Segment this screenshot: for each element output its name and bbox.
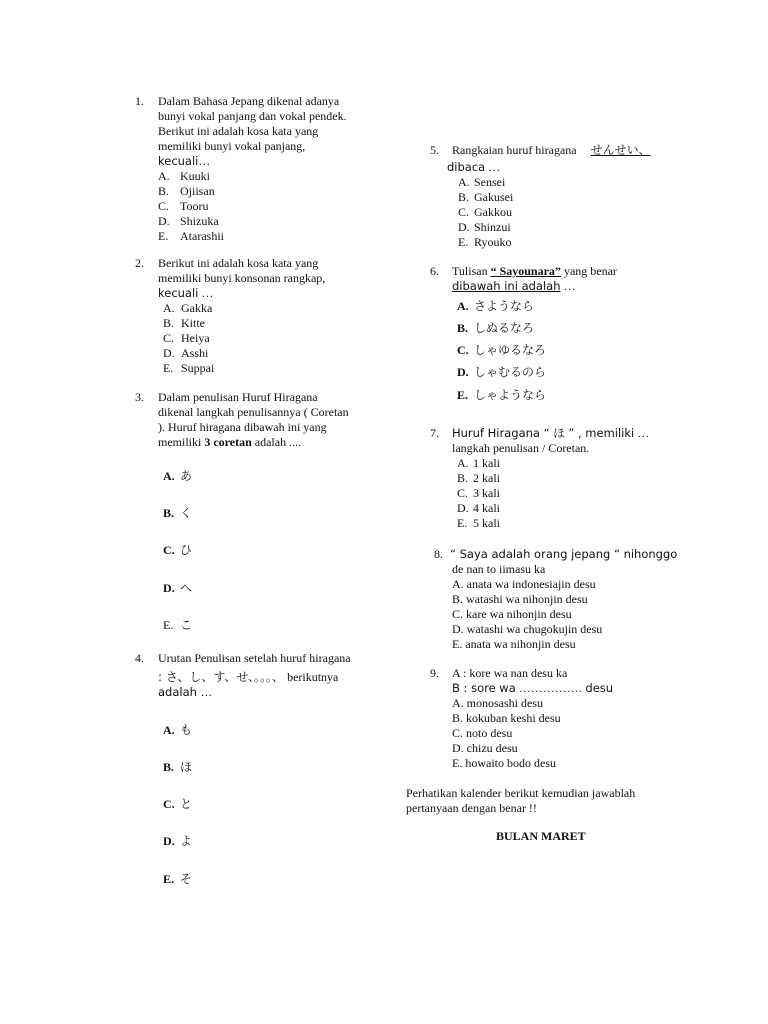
answer-option[interactable]: D. chizu desu (452, 741, 518, 755)
answer-option[interactable]: E. こ (163, 618, 193, 632)
answer-option[interactable]: A. 1 kali (457, 456, 500, 470)
question-2 (135, 256, 375, 376)
question-number: 3. (135, 390, 144, 404)
answer-option[interactable]: D. Shizuka (158, 214, 219, 228)
question-number: 8. (434, 547, 443, 561)
question-stem-line: Tulisan “ Sayounara” yang benar (452, 264, 617, 278)
answer-option[interactable]: C. Tooru (158, 199, 209, 213)
answer-option[interactable]: B. く (163, 506, 193, 520)
answer-option[interactable]: D. Shinzui (458, 220, 511, 234)
answer-option[interactable]: E. Suppai (163, 361, 215, 375)
answer-option[interactable]: B. 2 kali (457, 471, 500, 485)
question-number: 2. (135, 256, 144, 270)
answer-option[interactable]: B. Kitte (163, 316, 205, 330)
question-stem-line: Rangkaian huruf hiragana せんせい、 (452, 143, 651, 157)
question-number: 6. (430, 264, 439, 278)
question-number: 5. (430, 143, 439, 157)
answer-option[interactable]: D. しゃむるのら (457, 365, 547, 379)
question-stem-line: memiliki bunyi konsonan rangkap, (158, 271, 326, 285)
question-stem-line: ). Huruf hiragana dibawah ini yang (158, 420, 327, 434)
answer-option[interactable]: A. anata wa indonesiajin desu (452, 577, 596, 591)
question-4 (135, 651, 375, 700)
ellipsis: … (198, 286, 214, 300)
answer-option[interactable]: B. Ojiisan (158, 184, 215, 198)
answer-option[interactable]: E. しゃようなら (457, 388, 547, 402)
question-stem-line: memiliki 3 coretan adalah .... (158, 435, 302, 449)
answer-option[interactable]: A. Kuuki (158, 169, 210, 183)
answer-option[interactable]: B. しぬるなろ (457, 321, 535, 335)
question-stem-line: “ Saya adalah orang jepang “ nihonggo (450, 547, 678, 561)
answer-option[interactable]: D. Asshi (163, 346, 209, 360)
answer-option[interactable]: C. ひ (163, 543, 193, 557)
question-1 (135, 94, 375, 244)
question-8 (434, 547, 678, 652)
answer-option[interactable]: A. monosashi desu (452, 696, 543, 710)
calendar-heading: BULAN MARET (496, 829, 586, 843)
kecuali-word: kecuali (158, 154, 199, 168)
answer-option[interactable]: C. Heiya (163, 331, 210, 345)
question-6 (430, 264, 660, 294)
question-stem-line: dibawah ini adalah … (452, 279, 576, 293)
answer-option[interactable]: E. Ryouko (458, 235, 512, 249)
question-number: 9. (430, 666, 439, 680)
question-stem-line: Huruf Hiragana “ ほ ” , memiliki … (452, 426, 650, 440)
answer-option[interactable]: D. へ (163, 581, 193, 595)
question-stem-line: adalah … (158, 685, 213, 699)
answer-option[interactable]: C. 3 kali (457, 486, 500, 500)
ellipsis: … (198, 154, 211, 168)
answer-option[interactable]: C. noto desu (452, 726, 513, 740)
answer-option[interactable]: C. しゃゆるなろ (457, 343, 547, 357)
question-number: 1. (135, 94, 144, 108)
question-stem-line: : さ、し、す、せ、。。。、 berikutnya (158, 670, 339, 684)
answer-option[interactable]: D. watashi wa chugokujin desu (452, 622, 603, 636)
kecuali-word: kecuali (158, 286, 199, 300)
dialogue-line: B : sore wa ……………. desu (452, 681, 614, 695)
dialogue-line: A : kore wa nan desu ka (452, 666, 568, 680)
question-stem-line: langkah penulisan / Coretan. (452, 441, 590, 455)
kana-word: せんせい、 (590, 143, 651, 157)
question-9 (430, 666, 660, 771)
question-stem-line: Dalam Bahasa Jepang dikenal adanya (158, 94, 340, 108)
answer-option[interactable]: E. 5 kali (457, 516, 500, 530)
question-stem-line: memiliki bunyi vokal panjang, (158, 139, 306, 153)
question-stem-line: dikenal langkah penulisannya ( Coretan (158, 405, 349, 419)
question-stem-line: Berikut ini adalah kosa kata yang (158, 256, 319, 270)
question-number: 4. (135, 651, 144, 665)
question-stem-line: Urutan Penulisan setelah huruf hiragana (158, 651, 351, 665)
question-3 (135, 390, 375, 450)
answer-option[interactable]: C. Gakkou (458, 205, 512, 219)
question-stem-line: de nan to iimasu ka (452, 562, 546, 576)
answer-option[interactable]: A. Sensei (458, 175, 506, 189)
answer-option[interactable]: D. よ (163, 834, 193, 848)
answer-option[interactable]: E. Atarashii (158, 229, 224, 243)
answer-option[interactable]: B. ほ (163, 760, 193, 774)
answer-option[interactable]: C. kare wa nihonjin desu (452, 607, 572, 621)
question-7 (430, 426, 660, 531)
answer-option[interactable]: E. anata wa nihonjin desu (452, 637, 576, 651)
answer-option[interactable]: B. kokuban keshi desu (452, 711, 561, 725)
answer-option[interactable]: E. howaito bodo desu (452, 756, 556, 770)
question-5 (430, 143, 660, 250)
answer-option[interactable]: B. watashi wa nihonjin desu (452, 592, 588, 606)
instruction-line: pertanyaan dengan benar !! (406, 801, 537, 815)
instruction (406, 786, 666, 816)
answer-option[interactable]: D. 4 kali (457, 501, 500, 515)
question-stem-line: bunyi vokal panjang dan vokal pendek. (158, 109, 347, 123)
answer-option[interactable]: B. Gakusei (458, 190, 514, 204)
question-stem-line: Dalam penulisan Huruf Hiragana (158, 390, 318, 404)
answer-option[interactable]: A. あ (163, 469, 193, 483)
instruction-line: Perhatikan kalender berikut kemudian jawablah (406, 786, 636, 800)
answer-option[interactable]: E. そ (163, 872, 193, 886)
question-number: 7. (430, 426, 439, 440)
question-stem-line: Berikut ini adalah kosa kata yang (158, 124, 319, 138)
answer-option[interactable]: C. と (163, 797, 193, 811)
answer-option[interactable]: A. も (163, 723, 193, 737)
question-stem-line: dibaca … (447, 160, 501, 174)
answer-option[interactable]: A. さようなら (457, 299, 535, 313)
answer-option[interactable]: A. Gakka (163, 301, 213, 315)
